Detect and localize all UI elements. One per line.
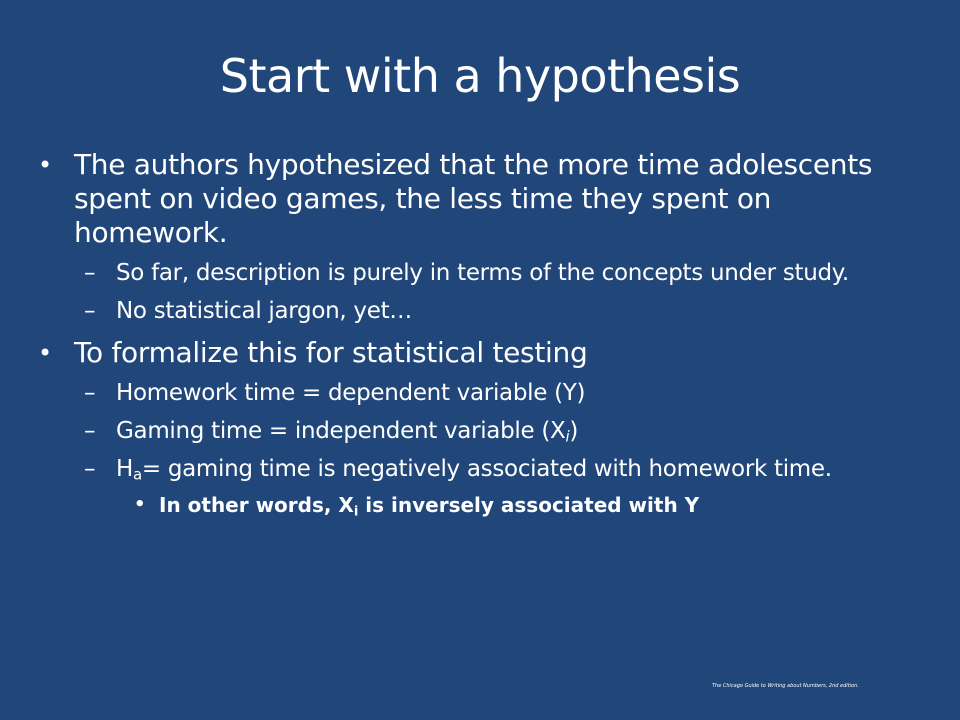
sub-bullet-text: No statistical jargon, yet… — [116, 298, 413, 324]
sub-bullet-jargon — [38, 296, 918, 326]
citation-footer: The Chicago Guide to Writing about Numbers, 2nd edition. — [712, 683, 859, 689]
sub-bullet-text: Homework time = dependent variable (Y) — [116, 380, 586, 406]
sub-bullet-text-post: ) — [569, 418, 579, 444]
sub-bullet-text: So far, description is purely in terms of the concepts under study. — [116, 260, 849, 286]
subscript-i: i — [353, 504, 359, 520]
dash-icon: – — [84, 456, 96, 482]
bullet-text: To formalize this for statistical testing — [74, 336, 588, 369]
sub-sub-text-post: is inversely associated with Y — [358, 493, 700, 517]
sub-bullet-independent — [38, 416, 918, 446]
sub-bullet-concepts — [38, 258, 918, 288]
sub-bullet-text-pre: H — [116, 456, 133, 482]
bullet-dot-icon: • — [134, 494, 146, 515]
sub-bullet-text-pre: Gaming time = independent variable (X — [116, 418, 566, 444]
dash-icon: – — [84, 298, 96, 324]
sub-bullet-dependent — [38, 378, 918, 408]
bullet-formalize — [38, 336, 918, 370]
dash-icon: – — [84, 418, 96, 444]
sub-bullet-ha — [38, 454, 918, 484]
subscript-a: a — [133, 465, 142, 484]
dash-icon: – — [84, 380, 96, 406]
sub-sub-text-pre: In other words, X — [159, 493, 354, 517]
bullet-hypothesis — [38, 148, 918, 250]
subscript-i: i — [565, 427, 570, 446]
slide-title: Start with a hypothesis — [219, 49, 741, 103]
bullet-dot-icon: • — [38, 339, 52, 367]
dash-icon: – — [84, 260, 96, 286]
slide-body — [38, 140, 918, 518]
bullet-dot-icon: • — [38, 151, 52, 179]
bullet-text: The authors hypothesized that the more time adolescents spent on video games, the less time they spent on homework. — [74, 148, 873, 249]
sub-bullet-text-post: = gaming time is negatively associated with homework time. — [141, 456, 832, 482]
sub-sub-bullet-inverse — [38, 492, 918, 518]
